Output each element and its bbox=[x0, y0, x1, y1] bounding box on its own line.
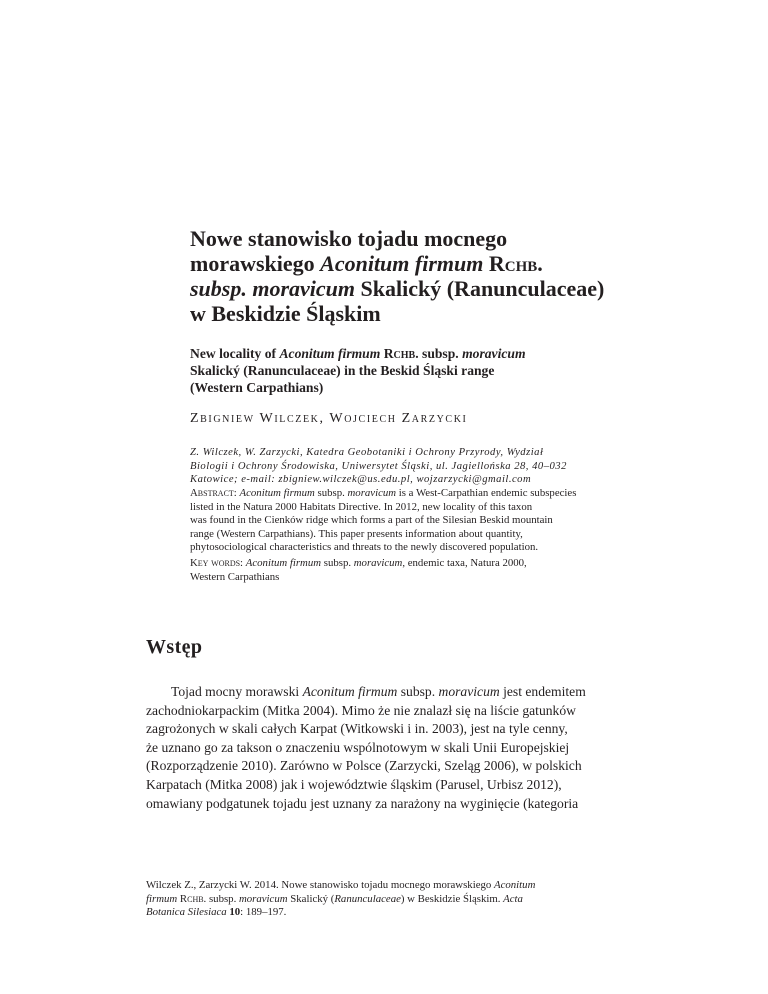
title-line: w Beskidzie Śląskim bbox=[190, 301, 381, 326]
citation bbox=[146, 879, 616, 920]
subtitle-line: New locality of Aconitum firmum Rchb. subsp. moravicum bbox=[190, 346, 526, 361]
keywords-label: Key words: bbox=[190, 557, 244, 569]
abstract-line: phytosociological characteristics and threats to the newly discovered population. bbox=[190, 541, 539, 553]
title-line: Nowe stanowisko tojadu mocnego bbox=[190, 226, 508, 251]
abstract-line: Abstract: Aconitum firmum subsp. moravicum is a West-Carpathian endemic subspecies bbox=[190, 487, 577, 499]
citation-line: Botanica Silesiaca 10: 189–197. bbox=[146, 906, 287, 918]
author-affiliation bbox=[190, 446, 610, 487]
title-line: morawskiego Aconitum firmum Rchb. bbox=[190, 251, 543, 276]
abstract-label: Abstract: bbox=[190, 487, 237, 499]
affiliation-line: Biologii i Ochrony Środowiska, Uniwersytet Śląski, ul. Jagiellońska 28, 40–032 bbox=[190, 460, 567, 472]
body-line: (Rozporządzenie 2010). Zarówno w Polsce (Zarzycki, Szeląg 2006), w polskich bbox=[146, 758, 582, 774]
body-line: Tojad mocny morawski Aconitum firmum subsp. moravicum jest endemitem bbox=[171, 684, 586, 699]
citation-line: Wilczek Z., Zarzycki W. 2014. Nowe stanowisko tojadu mocnego morawskiego Aconitum bbox=[146, 879, 536, 891]
body-line: zachodniokarpackim (Mitka 2004). Mimo że nie znalazł się na liście gatunków bbox=[146, 702, 576, 718]
keywords-line: Western Carpathians bbox=[190, 570, 280, 583]
body-line: Karpatach (Mitka 2008) jak i województwie śląskim (Parusel, Urbisz 2012), bbox=[146, 776, 562, 792]
affiliation-line: Katowice; e-mail: zbigniew.wilczek@us.edu.pl, wojzarzycki@gmail.com bbox=[190, 474, 532, 486]
article-title-polish bbox=[190, 226, 660, 326]
section-heading: Wstęp bbox=[146, 636, 203, 658]
keywords-line: Key words: Aconitum firmum subsp. moravicum, endemic taxa, Natura 2000, bbox=[190, 557, 527, 569]
body-line: omawiany podgatunek tojadu jest uznany za narażony na wyginięcie (kategoria bbox=[146, 795, 579, 811]
affiliation-line: Z. Wilczek, W. Zarzycki, Katedra Geobotaniki i Ochrony Przyrody, Wydział bbox=[190, 447, 544, 458]
title-line: subsp. moravicum Skalický (Ranunculaceae) bbox=[190, 276, 605, 301]
abstract bbox=[190, 487, 610, 555]
citation-line: firmum Rchb. subsp. moravicum Skalický (Ranunculaceae) w Beskidzie Śląskim. Acta bbox=[146, 892, 523, 905]
body-line: zagrożonych w skali całych Karpat (Witkowski i in. 2003), jest na tyle cenny, bbox=[146, 721, 568, 737]
keywords bbox=[190, 557, 610, 584]
subtitle-line: (Western Carpathians) bbox=[190, 380, 324, 395]
article-title-english bbox=[190, 345, 610, 396]
body-paragraph bbox=[146, 683, 616, 813]
subtitle-line: Skalický (Ranunculaceae) in the Beskid Śląski range bbox=[190, 363, 495, 378]
abstract-line: was found in the Cienków ridge which forms a part of the Silesian Beskid mountain bbox=[190, 514, 553, 526]
abstract-line: range (Western Carpathians). This paper presents information about quantity, bbox=[190, 527, 523, 540]
author-list: Zbigniew Wilczek, Wojciech Zarzycki bbox=[190, 411, 468, 426]
abstract-line: listed in the Natura 2000 Habitats Directive. In 2012, new locality of this taxon bbox=[190, 500, 533, 513]
body-line: że uznano go za takson o znaczeniu wspólnotowym w skali Unii Europejskiej bbox=[146, 739, 570, 755]
